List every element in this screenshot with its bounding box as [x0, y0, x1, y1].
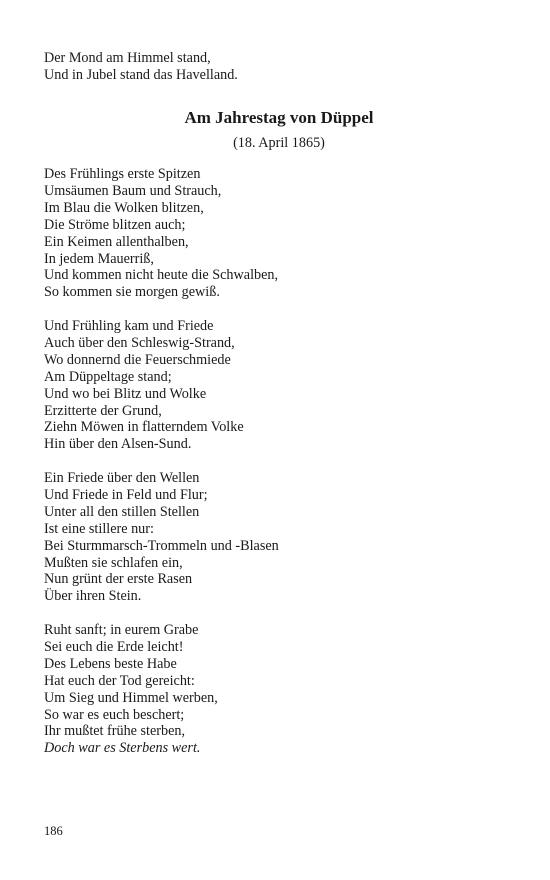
poem-line: Hat euch der Tod gereicht: [44, 672, 195, 689]
poem-line: In jedem Mauerriß, [44, 250, 154, 267]
poem-line: Am Düppeltage stand; [44, 368, 172, 385]
poem-line: Auch über den Schleswig-Strand, [44, 334, 235, 351]
page-number: 186 [44, 824, 63, 838]
poem-title: Am Jahrestag von Düppel [184, 108, 374, 127]
poem-line: Des Lebens beste Habe [44, 655, 177, 672]
poem-line: Ruht sanft; in eurem Grabe [44, 622, 199, 638]
poem-line: Um Sieg und Himmel werben, [44, 689, 218, 706]
poem-line: Umsäumen Baum und Strauch, [44, 182, 222, 199]
poem-line: Über ihren Stein. [44, 588, 142, 605]
poem-line: Erzitterte der Grund, [44, 402, 162, 419]
poem-line: So war es euch beschert; [44, 706, 185, 723]
poem-line: Nun grünt der erste Rasen [44, 571, 193, 588]
poem-line: Sei euch die Erde leicht! [44, 638, 184, 655]
poem-line: Ein Keimen allenthalben, [44, 233, 189, 250]
intro-stanza [44, 50, 238, 84]
poem-line: Und Frühling kam und Friede [44, 318, 214, 334]
poem-line: Der Mond am Himmel stand, [44, 50, 211, 66]
poem-line: Und wo bei Blitz und Wolke [44, 385, 207, 402]
poem-line: Ist eine stillere nur: [44, 520, 154, 537]
poem-line: Hin über den Alsen-Sund. [44, 436, 192, 453]
poem-line: Ihr mußtet frühe sterben, [44, 723, 186, 740]
poem-line: Ziehn Möwen in flatterndem Volke [44, 419, 244, 436]
poem-line: Mußten sie schlafen ein, [44, 554, 183, 571]
poem-line: Unter all den stillen Stellen [44, 503, 200, 520]
poem-line: Und Friede in Feld und Flur; [44, 486, 208, 503]
poem-date: (18. April 1865) [233, 135, 325, 151]
stanza-4 [44, 622, 218, 757]
poem-line: Und in Jubel stand das Havelland. [44, 66, 238, 83]
poem-line: Und kommen nicht heute die Schwalben, [44, 267, 279, 284]
poem-line-italic: Doch war es Sterbens wert. [44, 740, 201, 757]
poem-line: Bei Sturmmarsch-Trommeln und -Blasen [44, 537, 279, 554]
poem-line: Des Frühlings erste Spitzen [44, 166, 201, 182]
poem-line: So kommen sie morgen gewiß. [44, 284, 220, 301]
poem-line: Im Blau die Wolken blitzen, [44, 199, 204, 216]
poem-line: Die Ströme blitzen auch; [44, 216, 186, 233]
poem-line: Wo donnernd die Feuerschmiede [44, 351, 231, 368]
stanza-2 [44, 318, 244, 453]
poem-line: Ein Friede über den Wellen [44, 470, 200, 486]
stanza-3 [44, 470, 279, 605]
stanza-1 [44, 166, 278, 301]
